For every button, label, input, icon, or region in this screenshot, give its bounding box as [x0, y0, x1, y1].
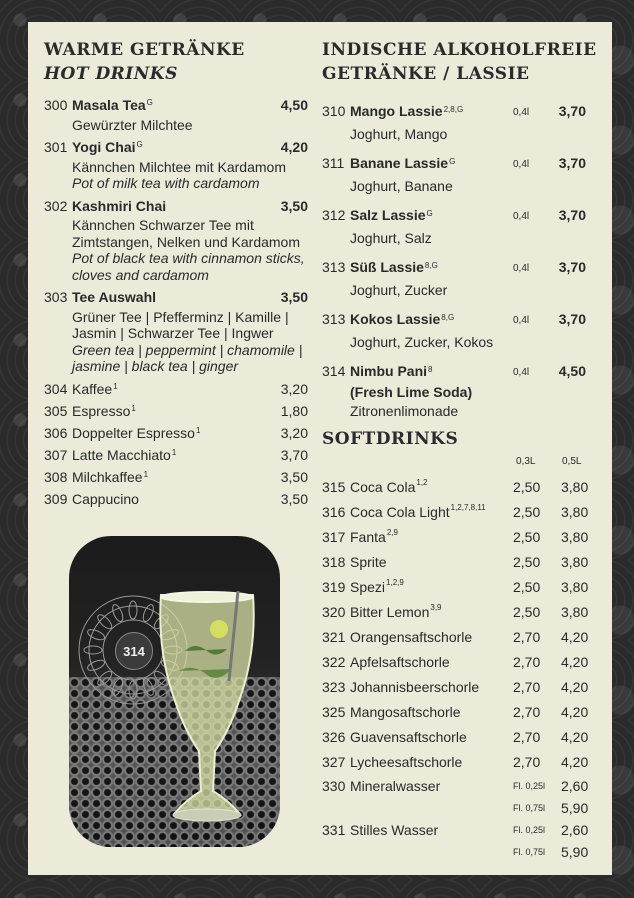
item-volume: 0,4l	[513, 107, 530, 118]
lassie-title-line2: GETRÄNKE / LASSIE	[322, 64, 530, 84]
item-number: 314	[322, 363, 346, 379]
item-number: 330	[322, 778, 346, 794]
water-row	[322, 797, 592, 819]
hot-drinks-title-de: WARME GETRÄNKE	[44, 40, 245, 60]
item-volume: 0,4l	[513, 159, 530, 170]
item-name: Latte Macchiato	[72, 446, 171, 463]
item-name: Sprite	[350, 554, 387, 570]
menu-item	[322, 363, 592, 420]
item-description: Kännchen Schwarzer Tee mit Zimtstangen, Nelken und Kardamom	[72, 217, 300, 250]
price-large: 4,20	[561, 754, 589, 770]
mandala-petal	[86, 658, 106, 672]
item-price: 5,90	[561, 844, 589, 860]
price-small: 2,70	[513, 679, 541, 695]
item-body	[350, 259, 592, 299]
item-name: Coca Cola Light$^{1,2,7,8,11}$	[350, 503, 486, 520]
price-small: 2,70	[513, 729, 541, 745]
item-price: 3,70	[558, 259, 586, 275]
item-number: 321	[322, 629, 346, 645]
softdrink-row	[322, 725, 592, 750]
allergen-codes: 3,9	[430, 603, 442, 612]
item-number: 305	[44, 402, 68, 419]
item-number: 322	[322, 654, 346, 670]
allergen-codes: 1	[195, 425, 201, 435]
item-description-en: Green tea | peppermint | chamomile | jasmine | black tea | ginger	[72, 341, 303, 374]
softdrink-row	[322, 525, 592, 550]
menu-page	[28, 22, 612, 875]
allergen-codes: 1	[143, 469, 149, 479]
allergen-codes: 8,G	[441, 313, 455, 322]
item-number: 306	[44, 424, 68, 441]
price-large: 3,80	[561, 604, 589, 620]
price-large: 3,80	[561, 529, 589, 545]
price-small: 2,70	[513, 629, 541, 645]
mandala-petal	[84, 646, 102, 654]
item-name: Fanta$^{2,9}$	[350, 528, 398, 545]
mandala-petal	[141, 603, 155, 623]
item-body	[72, 289, 308, 375]
softdrink-row	[322, 475, 592, 500]
item-body	[72, 97, 308, 133]
item-number: 307	[44, 446, 68, 463]
softdrink-row	[322, 700, 592, 725]
mandala-petal	[141, 677, 155, 697]
allergen-codes: G	[426, 209, 433, 218]
item-price: 3,50	[280, 289, 308, 305]
softdrink-row	[322, 500, 592, 525]
price-small: 2,50	[513, 479, 541, 495]
item-name: Kashmiri Chai	[72, 197, 167, 214]
allergen-codes: 8	[428, 365, 433, 374]
item-subtitle: (Fresh Lime Soda)	[350, 384, 473, 400]
mandala-petal	[96, 613, 114, 631]
allergen-codes: G	[136, 140, 143, 149]
item-name: Johannisbeerschorle	[350, 679, 480, 695]
item-price: 3,50	[280, 197, 308, 214]
bottle-size: Fl. 0,25l	[513, 781, 546, 791]
allergen-codes: 2,8,G	[443, 105, 464, 114]
softdrink-row	[322, 550, 592, 575]
item-description: Joghurt, Banane	[350, 178, 453, 194]
bottle-size: Fl. 0,75l	[513, 803, 546, 813]
item-name: Milchkaffee	[72, 468, 143, 485]
water-row	[322, 819, 592, 841]
item-name: Orangensaftschorle	[350, 629, 473, 645]
softdrink-row	[322, 750, 592, 775]
item-name: Yogi Chai	[72, 139, 136, 155]
item-name: Tee Auswahl	[72, 289, 157, 305]
allergen-codes: 1	[131, 403, 136, 413]
item-price: 3,20	[280, 424, 308, 441]
price-small: 2,50	[513, 604, 541, 620]
item-name: Süß Lassie	[350, 259, 424, 275]
item-price: 4,50	[280, 97, 308, 113]
item-price: 3,50	[280, 490, 308, 507]
item-description: Gewürzter Milchtee	[72, 116, 193, 133]
hot-drinks-list	[44, 97, 308, 513]
item-number: 315	[322, 479, 346, 495]
price-large: 4,20	[561, 654, 589, 670]
softdrink-row	[322, 625, 592, 650]
item-body	[350, 103, 592, 143]
item-name: Guavensaftschorle	[350, 729, 467, 745]
allergen-codes: 1	[171, 447, 177, 457]
item-body	[72, 381, 308, 398]
item-name: Salz Lassie	[350, 207, 426, 223]
menu-item	[44, 403, 308, 420]
item-name: Mineralwasser	[350, 778, 441, 794]
size-col-large: 0,5L	[562, 456, 582, 467]
mandala-petal	[111, 603, 125, 623]
item-volume: 0,4l	[513, 263, 530, 274]
item-description: Zitronenlimonade	[350, 403, 459, 419]
price-large: 4,20	[561, 729, 589, 745]
hot-drinks-title-en: HOT DRINKS	[44, 64, 178, 84]
item-body	[350, 155, 592, 195]
price-small: 2,50	[513, 554, 541, 570]
item-number: 317	[322, 529, 346, 545]
size-col-small: 0,3L	[516, 456, 536, 467]
price-small: 2,50	[513, 529, 541, 545]
item-price: 2,60	[561, 822, 589, 838]
item-name: Apfelsaftschorle	[350, 654, 450, 670]
menu-item	[44, 447, 308, 464]
menu-item	[44, 139, 308, 192]
menu-item	[322, 259, 592, 299]
lassie-title-line1: INDISCHE ALKOHOLFREIE	[322, 40, 597, 60]
drink-photo	[69, 536, 280, 847]
menu-item	[44, 289, 308, 375]
item-price: 4,20	[280, 139, 308, 155]
item-number: 309	[44, 490, 68, 507]
item-name: Kokos Lassie	[350, 311, 441, 327]
item-volume: 0,4l	[513, 367, 530, 378]
item-price: 5,90	[561, 800, 589, 816]
menu-item	[44, 469, 308, 486]
price-small: 2,70	[513, 654, 541, 670]
menu-item	[44, 425, 308, 442]
item-number: 319	[322, 579, 346, 595]
price-large: 3,80	[561, 504, 589, 520]
item-number: 313	[322, 311, 346, 327]
item-number: 301	[44, 139, 68, 155]
item-number: 300	[44, 97, 68, 113]
mandala-petal	[86, 628, 106, 642]
price-large: 3,80	[561, 479, 589, 495]
price-small: 2,70	[513, 704, 541, 720]
item-number: 318	[322, 554, 346, 570]
menu-item	[44, 491, 308, 508]
softdrinks-list	[322, 475, 592, 863]
item-number: 331	[322, 822, 346, 838]
price-small: 2,70	[513, 754, 541, 770]
item-body	[72, 139, 308, 192]
item-description: Joghurt, Salz	[350, 230, 432, 246]
item-price: 3,70	[558, 207, 586, 223]
item-price: 3,70	[558, 311, 586, 327]
item-number: 313	[322, 259, 346, 275]
menu-item	[322, 207, 592, 247]
item-price: 1,80	[280, 402, 308, 419]
mandala-petal	[96, 669, 114, 687]
item-name: Mangosaftschorle	[350, 704, 461, 720]
item-description-en: Pot of black tea with cinnamon sticks, cloves and cardamom	[72, 250, 305, 283]
menu-item	[44, 97, 308, 133]
softdrinks-size-header	[322, 456, 592, 476]
item-number: 304	[44, 380, 68, 397]
mandala-petal	[111, 677, 125, 697]
item-number-badge: 314	[115, 632, 153, 670]
price-small: 2,50	[513, 579, 541, 595]
allergen-codes: 1,2,9	[386, 578, 404, 587]
item-description: Grüner Tee | Pfefferminz | Kamille | Jasmin | Schwarzer Tee | Ingwer	[72, 308, 289, 341]
item-price: 3,70	[558, 103, 586, 119]
item-name: Nimbu Pani	[350, 363, 428, 379]
bottle-size: Fl. 0,75l	[513, 847, 546, 857]
mandala-petal	[129, 681, 137, 699]
item-name: Mango Lassie	[350, 103, 443, 119]
menu-item	[322, 103, 592, 143]
allergen-codes: 1,2	[416, 478, 428, 487]
item-name: Lycheesaftschorle	[350, 754, 463, 770]
softdrink-row	[322, 650, 592, 675]
softdrinks-title: SOFTDRINKS	[322, 429, 459, 449]
item-number: 312	[322, 207, 346, 223]
softdrink-row	[322, 575, 592, 600]
water-row	[322, 775, 592, 797]
menu-item	[322, 311, 592, 351]
item-name: Spezi$^{1,2,9}$	[350, 578, 404, 595]
item-name: Banane Lassie	[350, 155, 449, 171]
item-body	[72, 198, 308, 284]
item-volume: 0,4l	[513, 315, 530, 326]
item-number: 303	[44, 289, 68, 305]
hot-drinks-title	[44, 38, 245, 86]
item-name: Stilles Wasser	[350, 822, 439, 838]
lime-soda-glass	[155, 591, 259, 831]
item-price: 2,60	[561, 778, 589, 794]
allergen-codes: G	[146, 98, 153, 107]
item-number: 323	[322, 679, 346, 695]
item-body	[350, 207, 592, 247]
lassie-list	[322, 103, 592, 432]
price-large: 4,20	[561, 629, 589, 645]
lassie-title	[322, 38, 602, 86]
item-description: Joghurt, Zucker, Kokos	[350, 334, 494, 350]
item-body	[72, 447, 308, 464]
item-number: 310	[322, 103, 346, 119]
allergen-codes: 2,9	[386, 528, 398, 537]
item-description: Joghurt, Zucker	[350, 282, 448, 298]
item-number: 302	[44, 197, 68, 214]
item-name: Kaffee	[72, 380, 113, 397]
item-number: 311	[322, 155, 345, 171]
price-large: 3,80	[561, 579, 589, 595]
softdrink-row	[322, 600, 592, 625]
item-number: 325	[322, 704, 346, 720]
allergen-codes: 1,2,7,8,11	[450, 503, 486, 512]
item-number: 326	[322, 729, 346, 745]
mandala-petal	[129, 601, 137, 619]
item-number: 327	[322, 754, 346, 770]
softdrink-row	[322, 675, 592, 700]
item-description: Joghurt, Mango	[350, 126, 448, 142]
item-price: 4,50	[558, 363, 586, 379]
price-large: 4,20	[561, 704, 589, 720]
item-price: 3,70	[558, 155, 586, 171]
item-name: Coca Cola$^{1,2}$	[350, 478, 428, 495]
item-body	[72, 491, 308, 508]
item-description: Kännchen Milchtee mit Kardamom	[72, 158, 286, 175]
item-body	[72, 469, 308, 486]
item-name: Bitter Lemon$^{3,9}$	[350, 603, 442, 620]
item-body	[72, 425, 308, 442]
water-row	[322, 841, 592, 863]
item-name: Doppelter Espresso	[72, 424, 195, 441]
item-number: 308	[44, 468, 68, 485]
item-description-en: Pot of milk tea with cardamom	[72, 175, 260, 191]
item-name: Espresso	[72, 402, 131, 419]
allergen-codes: 8,G	[424, 261, 438, 270]
item-body	[72, 403, 308, 420]
item-name: Cappucino	[72, 490, 139, 507]
item-volume: 0,4l	[513, 211, 530, 222]
menu-item	[44, 198, 308, 284]
price-large: 4,20	[561, 679, 589, 695]
menu-item	[44, 381, 308, 398]
item-number: 316	[322, 504, 346, 520]
price-small: 2,50	[513, 504, 541, 520]
allergen-codes: G	[449, 157, 456, 166]
bottle-size: Fl. 0,25l	[513, 825, 546, 835]
item-body	[350, 311, 592, 351]
allergen-codes: 1	[113, 381, 118, 391]
item-name: Masala Tea	[72, 97, 146, 113]
item-body	[350, 363, 592, 420]
menu-item	[322, 155, 592, 195]
item-price: 3,70	[280, 446, 308, 463]
price-large: 3,80	[561, 554, 589, 570]
item-number: 320	[322, 604, 346, 620]
item-price: 3,50	[280, 468, 308, 485]
item-price: 3,20	[280, 380, 308, 397]
